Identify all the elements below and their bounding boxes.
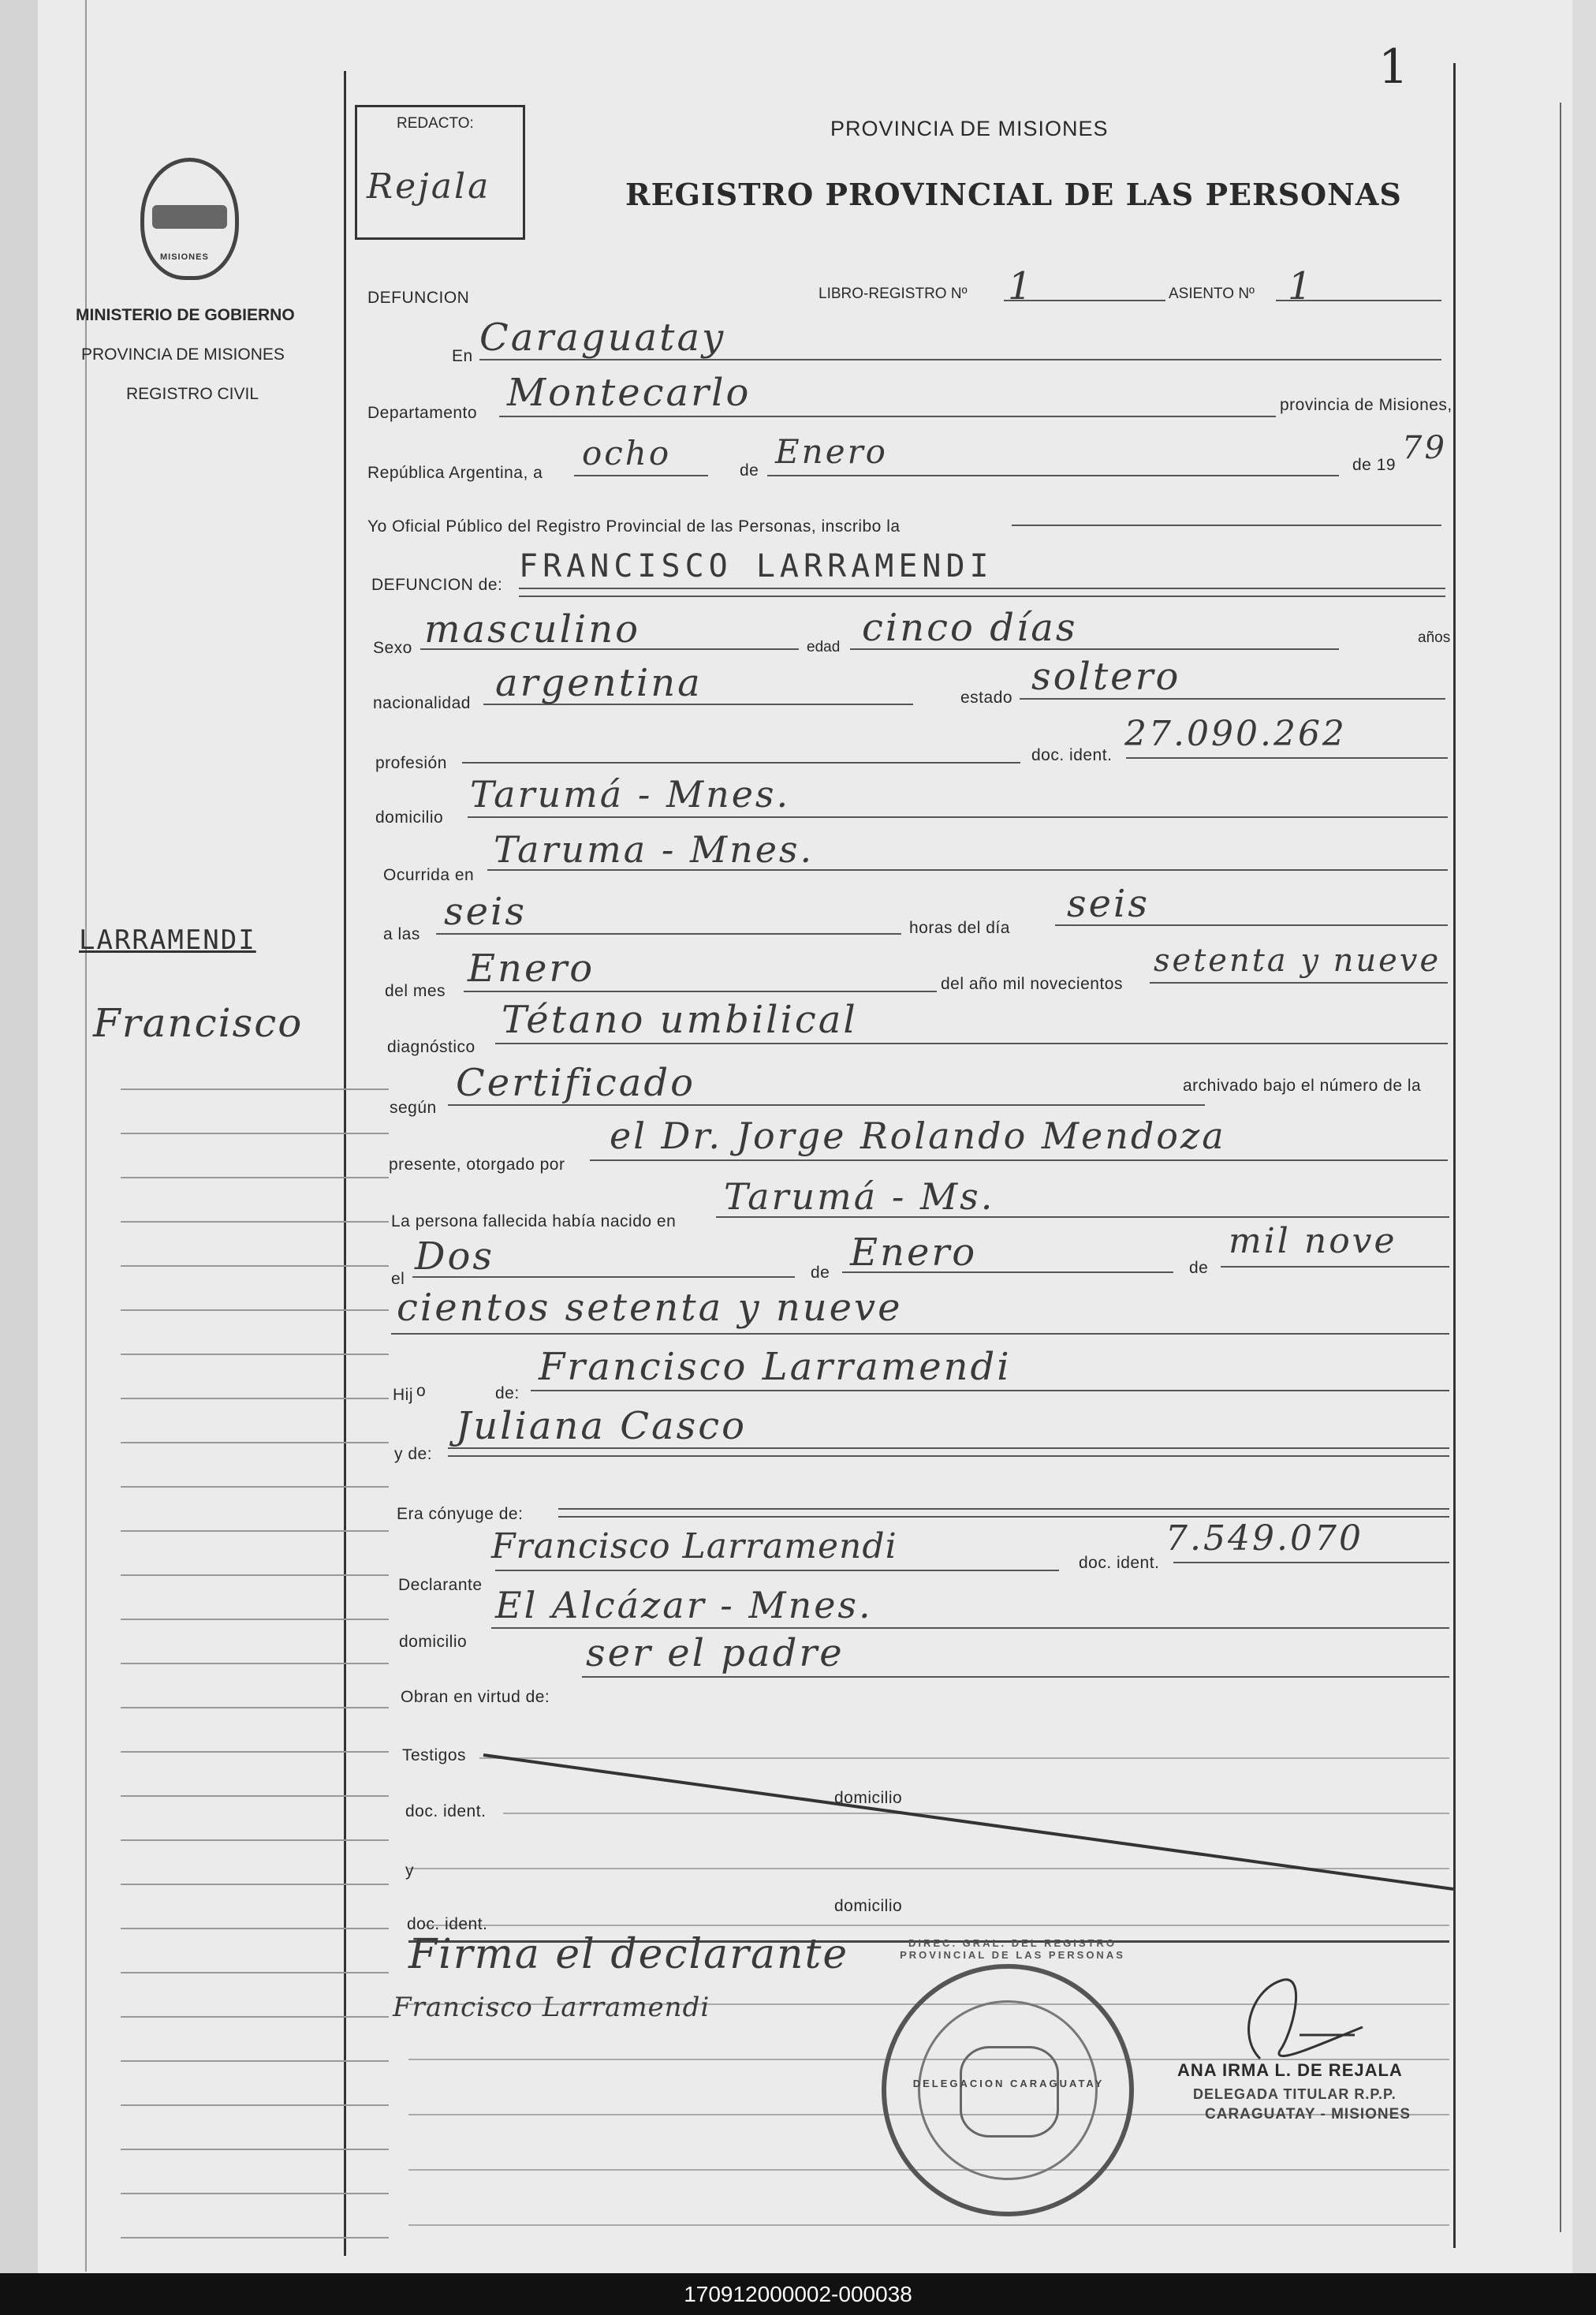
margin-ruled-line <box>121 1265 389 1267</box>
libro-value: 1 <box>1008 264 1035 308</box>
diagnostico-label: diagnóstico <box>387 1038 475 1056</box>
province-seal-icon <box>140 158 239 280</box>
dia-value: ocho <box>582 434 672 472</box>
year-continuation: cientos setenta y nueve <box>397 1286 903 1330</box>
libro-label: LIBRO-REGISTRO Nº <box>819 286 968 302</box>
nacido-label: La persona fallecida había nacido en <box>391 1212 677 1230</box>
registry-heading: REGISTRO PROVINCIAL DE LAS PERSONAS <box>625 177 1402 212</box>
ministry-province: PROVINCIA DE MISIONES <box>81 345 285 364</box>
mes-value: Enero <box>775 432 888 471</box>
domicilio-label: domicilio <box>375 808 444 827</box>
testigo2-domicilio-label: domicilio <box>834 1897 903 1915</box>
de2-label: de <box>811 1264 830 1282</box>
departamento-label: Departamento <box>367 404 478 422</box>
declarante-value: Francisco Larramendi <box>491 1526 897 1566</box>
margin-ruled-line <box>121 1839 389 1841</box>
ocurrida-value: Taruma - Mnes. <box>494 828 815 871</box>
decl-doc-label: doc. ident. <box>1079 1554 1160 1572</box>
en-label: En <box>452 347 473 365</box>
sexo-value: masculino <box>424 607 641 652</box>
redacto-value: Rejala <box>367 166 491 207</box>
margin-ruled-line <box>121 1309 389 1311</box>
doc-ident-value: 27.090.262 <box>1124 714 1347 754</box>
el-value: Dos <box>415 1234 495 1279</box>
de-label: de <box>740 461 759 480</box>
margin-ruled-line <box>121 2149 389 2150</box>
segun-value: Certificado <box>456 1061 695 1105</box>
margin-ruled-line <box>121 1707 389 1708</box>
margin-ruled-line <box>121 1663 389 1664</box>
de3-value: mil nove <box>1229 1221 1397 1261</box>
hijo-label: Hij <box>393 1386 413 1404</box>
presente-value: el Dr. Jorge Rolando Mendoza <box>610 1115 1226 1157</box>
edad-value: cinco días <box>862 606 1078 650</box>
declarante-label: Declarante <box>398 1576 483 1594</box>
margin-ruled-line <box>121 2060 389 2062</box>
decl-domicilio-label: domicilio <box>399 1633 468 1651</box>
en-value: Caraguatay <box>479 316 726 360</box>
registry-stamp-icon <box>882 1937 1134 2216</box>
edad-label: edad <box>807 639 841 655</box>
de-19-label: de 19 <box>1352 456 1396 474</box>
a-las-label: a las <box>383 925 420 943</box>
margin-given-name: Francisco <box>93 1000 304 1046</box>
margin-ruled-line <box>121 1972 389 1973</box>
hijo-suffix: o <box>416 1382 427 1400</box>
testigos-strike-line <box>479 1751 1457 1893</box>
official-place: CARAGUATAY - MISIONES <box>1205 2106 1411 2123</box>
testigo1-domicilio-label: domicilio <box>834 1789 903 1807</box>
margin-ruled-line <box>121 1928 389 1929</box>
declarante-signature: Francisco Larramendi <box>393 1992 710 2023</box>
civil-registry: REGISTRO CIVIL <box>126 385 259 403</box>
de3-label: de <box>1189 1259 1209 1277</box>
nacionalidad-label: nacionalidad <box>373 694 471 712</box>
record-type-label: DEFUNCION <box>367 289 470 307</box>
margin-surname: LARRAMENDI <box>79 924 256 956</box>
defuncion-de-value: FRANCISCO LARRAMENDI <box>519 548 994 584</box>
decl-domicilio-value: El Alcázar - Mnes. <box>495 1584 873 1626</box>
domicilio-value: Tarumá - Mnes. <box>470 773 791 816</box>
anos-label: años <box>1418 629 1451 646</box>
margin-ruled-line <box>121 1619 389 1620</box>
margin-ruled-line <box>121 1574 389 1576</box>
margin-ruled-line <box>121 1884 389 1885</box>
madre-value: Juliana Casco <box>456 1404 748 1448</box>
next-page-edge <box>1560 103 1561 2232</box>
asiento-value: 1 <box>1288 264 1314 308</box>
margin-ruled-line <box>121 1751 389 1753</box>
nacionalidad-value: argentina <box>495 661 703 705</box>
obran-label: Obran en virtud de: <box>401 1688 550 1706</box>
ocurrida-label: Ocurrida en <box>383 866 475 884</box>
diagnostico-value: Tétano umbilical <box>502 998 858 1042</box>
doc-ident-label: doc. ident. <box>1031 746 1113 764</box>
de2-value: Enero <box>850 1230 978 1275</box>
footer-id: 170912000002-000038 <box>0 2273 1596 2315</box>
departamento-value: Montecarlo <box>507 371 751 415</box>
del-mes-value: Enero <box>468 947 595 991</box>
profesion-label: profesión <box>375 754 447 772</box>
hijo-de-label: de: <box>495 1384 520 1402</box>
nacido-value: Tarumá - Ms. <box>724 1175 995 1218</box>
y-de-label: y de: <box>394 1445 433 1463</box>
testigo2-doc-label: doc. ident. <box>407 1915 488 1933</box>
decl-doc-value: 7.549.070 <box>1165 1518 1363 1559</box>
a-las-value: seis <box>444 890 528 934</box>
stamp-ring-text: DIREC. GRAL. DEL REGISTRO PROVINCIAL DE LAS PERSONAS <box>900 1937 1125 1961</box>
margin-ruled-line <box>121 1354 389 1355</box>
margin-ruled-line <box>121 1088 389 1090</box>
segun-label: según <box>390 1099 437 1117</box>
margin-ruled-line <box>121 1486 389 1488</box>
anio-mil-value: setenta y nueve <box>1154 943 1441 979</box>
asiento-label: ASIENTO Nº <box>1169 286 1255 302</box>
redacto-box <box>355 105 525 240</box>
margin-ruled-line <box>121 2016 389 2018</box>
official-signature-icon <box>1205 1964 1386 2074</box>
right-frame-line <box>1453 63 1456 2248</box>
official-name: ANA IRMA L. DE REJALA <box>1177 2060 1403 2080</box>
margin-ruled-line <box>121 1177 389 1178</box>
defuncion-de-label: DEFUNCION de: <box>371 576 503 594</box>
testigo1-doc-label: doc. ident. <box>405 1802 487 1820</box>
margin-ruled-line <box>121 2193 389 2194</box>
margin-edge <box>85 0 87 2272</box>
margin-ruled-line <box>121 1795 389 1797</box>
margin-ruled-line <box>121 1221 389 1223</box>
estado-value: soltero <box>1031 655 1181 699</box>
el-label: el <box>391 1270 405 1288</box>
redacto-label: REDACTO: <box>397 115 474 132</box>
horas-value: seis <box>1067 882 1150 926</box>
page-number: 1 <box>1378 39 1409 95</box>
margin-ruled-line <box>121 1133 389 1134</box>
ministry-title: MINISTERIO DE GOBIERNO <box>76 306 295 324</box>
oficial-statement: Yo Oficial Público del Registro Provincial de las Personas, inscribo la <box>367 517 901 536</box>
anio-mil-label: del año mil novecientos <box>941 975 1123 993</box>
testigo-y-label: y <box>405 1861 414 1880</box>
sexo-label: Sexo <box>373 639 412 657</box>
margin-ruled-line <box>121 1530 389 1532</box>
testigos-label: Testigos <box>402 1746 467 1764</box>
anio-value: 79 <box>1402 430 1447 466</box>
firma-label: Firma el declarante <box>408 1931 849 1978</box>
margin-ruled-line <box>121 1442 389 1443</box>
estado-label: estado <box>960 689 1013 707</box>
stamp-inner-text: DELEGACION CARAGUATAY <box>912 2078 1105 2089</box>
presente-label: presente, otorgado por <box>389 1156 565 1174</box>
horas-label: horas del día <box>909 919 1010 937</box>
margin-ruled-line <box>121 1398 389 1399</box>
provincia-label: provincia de Misiones, <box>1280 396 1452 414</box>
archivado-label: archivado bajo el número de la <box>1183 1077 1422 1095</box>
province-heading: PROVINCIA DE MISIONES <box>830 117 1109 140</box>
conyuge-label: Era cónyuge de: <box>397 1505 524 1523</box>
seal-text: MISIONES <box>160 252 209 262</box>
margin-ruled-line <box>121 2104 389 2106</box>
official-title: DELEGADA TITULAR R.P.P. <box>1193 2086 1396 2102</box>
document-page <box>38 0 1572 2273</box>
page-shadow <box>0 0 38 2273</box>
obran-value: ser el padre <box>586 1631 845 1675</box>
padre-value: Francisco Larramendi <box>539 1345 1012 1389</box>
del-mes-label: del mes <box>385 982 446 1000</box>
margin-ruled-line <box>121 2237 389 2238</box>
republica-label: República Argentina, a <box>367 464 543 482</box>
